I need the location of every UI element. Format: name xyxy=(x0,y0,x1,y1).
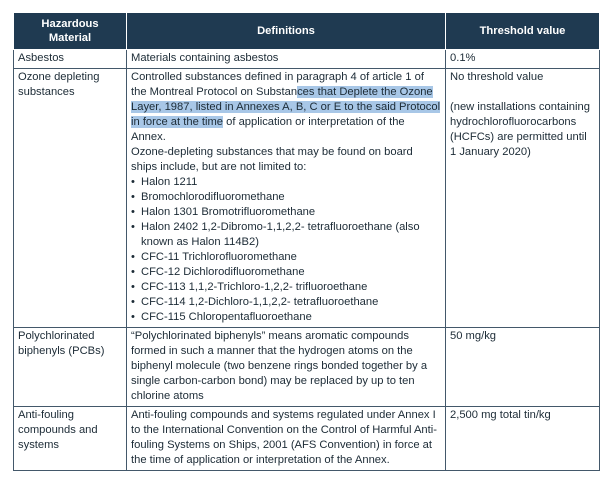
hazardous-materials-table xyxy=(13,12,600,471)
list-item: • CFC-113 1,1,2-Trichloro-1,2,2- trifluoroethane xyxy=(131,280,441,295)
list-item: • CFC-114 1,2-Dichloro-1,1,2,2- tetrafluoroethane xyxy=(131,295,441,310)
definition-text: of application or interpretation of the Annex. xyxy=(131,116,405,143)
material-cell: Asbestos xyxy=(14,50,127,69)
definition-cell: “Polychlorinated biphenyls” means aromatic compounds formed in such a manner that the hydrogen atoms on the biphenyl molecule (two benzene rings bonded together by a single carbon-carbon bond) may be replaced by up to ten chlorine atoms xyxy=(127,328,446,407)
threshold-cell: 2,500 mg total tin/kg xyxy=(446,407,600,471)
list-item: • Halon 2402 1,2-Dibromo-1,1,2,2- tetrafluoroethane (also known as Halon 114B2) xyxy=(131,220,441,250)
table-row xyxy=(14,50,600,69)
threshold-cell: 50 mg/kg xyxy=(446,328,600,407)
threshold-text: No threshold value xyxy=(450,71,544,83)
definition-cell: Anti-fouling compounds and systems regulated under Annex I to the International Convention on the Control of Harmful Anti-fouling Systems on Ships, 2001 (AFS Convention) in force at the time of application or interpretation of the Annex. xyxy=(127,407,446,471)
list-item: • Bromochlorodifluoromethane xyxy=(131,190,441,205)
substance-list xyxy=(131,175,441,325)
threshold-cell: 0.1% xyxy=(446,50,600,69)
definition-paragraph xyxy=(131,70,441,145)
highlighted-text-selection[interactable]: ces that Deplete the Ozone Layer, 1987, listed in Annexes A, B, C or E to the said Protocol in force at the time xyxy=(131,86,441,128)
table-row xyxy=(14,407,600,471)
table-row xyxy=(14,69,600,328)
definition-intro: Ozone-depleting substances that may be found on board ships include, but are not limited to: xyxy=(131,146,413,173)
definition-cell: Materials containing asbestos xyxy=(127,50,446,69)
list-item: • Halon 1211 xyxy=(131,175,441,190)
list-item: • Halon 1301 Bromotrifluoromethane xyxy=(131,205,441,220)
list-item: • CFC-115 Chloropentafluoroethane xyxy=(131,310,441,325)
definition-cell xyxy=(127,69,446,328)
header-threshold: Threshold value xyxy=(446,13,600,50)
list-item: • CFC-12 Dichlorodifluoromethane xyxy=(131,265,441,280)
threshold-cell xyxy=(446,69,600,328)
list-item: • CFC-11 Trichlorofluoromethane xyxy=(131,250,441,265)
threshold-note: (new installations containing hydrochlorofluorocarbons (HCFCs) are permitted until 1 January 2020) xyxy=(450,101,590,158)
material-cell: Polychlorinated biphenyls (PCBs) xyxy=(14,328,127,407)
header-material: Hazardous Material xyxy=(14,13,127,50)
material-cell: Ozone depleting substances xyxy=(14,69,127,328)
table-row xyxy=(14,328,600,407)
material-cell: Anti-fouling compounds and systems xyxy=(14,407,127,471)
header-definitions: Definitions xyxy=(127,13,446,50)
definition-text: Controlled substances defined in paragraph 4 of article 1 of the Montreal Protocol on Substan xyxy=(131,71,424,98)
header-row xyxy=(14,13,600,50)
